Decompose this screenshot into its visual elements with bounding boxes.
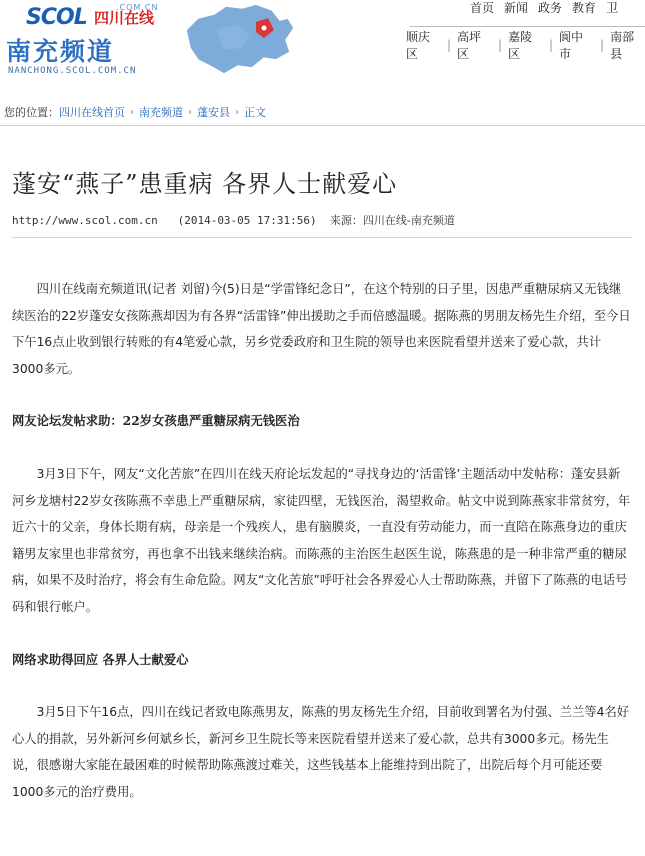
district-separator: |	[600, 38, 605, 52]
site-header	[0, 0, 645, 88]
district-link-nanbu[interactable]: 南部县	[610, 30, 635, 61]
district-link-gaoping[interactable]: 高坪区	[457, 30, 482, 61]
logo-domain-text: .COM.CN	[116, 3, 159, 12]
meta-divider	[12, 237, 632, 238]
top-nav	[470, 0, 628, 20]
breadcrumb-item-current[interactable]: 正文	[244, 106, 266, 119]
breadcrumb	[4, 104, 266, 120]
district-separator: |	[446, 38, 452, 52]
article-meta	[12, 212, 455, 228]
article-paragraph: 3月5日下午16点，四川在线记者致电陈燕男友，陈燕的男友杨先生介绍，目前收到署名为付强、兰兰等4名好心人的捐款，另外新河乡何斌乡长，新河乡卫生院长等来医院看望并送来了爱心款，总共有3000多元。杨先生说，很感谢大家能在最困难的时候帮助陈燕渡过难关，这些钱基本上能维持到出院了，出院后每个月可能还要1000多元的治疗费用。	[12, 705, 630, 799]
breadcrumb-label: 您的位置：	[4, 106, 59, 119]
district-link-langzhong[interactable]: 阆中市	[559, 30, 584, 61]
district-separator: |	[497, 38, 503, 52]
article-paragraph: 四川在线南充频道讯(记者 刘留)今(5)日是“学雷锋纪念日”，在这个特别的日子里，因患严重糖尿病又无钱继续医治的22岁蓬安女孩陈燕却因为有各界“活雷锋”伸出援助之手而倍感温暖。据陈燕的男朋友杨先生介绍，至今日下午16点止收到银行转账的有4笔爱心款，另乡党委政府和卫生院的领导也来医院看望并送来了爱心款，共计3000多元。	[12, 282, 631, 376]
breadcrumb-chevron-icon: ›	[235, 106, 239, 118]
top-nav-gov[interactable]: 政务	[538, 1, 563, 15]
district-link-shunqing[interactable]: 顺庆区	[406, 30, 431, 61]
sichuan-map-icon	[176, 0, 312, 86]
top-nav-news[interactable]: 新闻	[504, 1, 529, 15]
district-link-jialing[interactable]: 嘉陵区	[508, 30, 533, 61]
article-meta-url[interactable]: http://www.scol.com.cn	[12, 214, 158, 227]
district-separator: |	[549, 38, 554, 52]
breadcrumb-item-channel[interactable]: 南充频道	[139, 106, 183, 119]
breadcrumb-item-home[interactable]: 四川在线首页	[59, 106, 125, 119]
site-logo[interactable]	[4, 2, 186, 82]
article-title: 蓬安“燕子”患重病 各界人士献爱心	[12, 170, 398, 198]
article-meta-time: (2014-03-05 17:31:56)	[177, 214, 317, 227]
article-body	[12, 276, 632, 806]
top-nav-home[interactable]: 首页	[470, 1, 495, 15]
breadcrumb-chevron-icon: ›	[130, 106, 134, 118]
breadcrumb-chevron-icon: ›	[188, 106, 192, 118]
logo-scol-text: SCOL	[26, 5, 87, 30]
breadcrumb-divider	[0, 125, 645, 126]
logo-url-text: NANCHONG.SCOL.COM.CN	[8, 66, 137, 76]
article-meta-source: 来源：四川在线-南充频道	[329, 214, 455, 227]
article-subheading: 网友论坛发帖求助：22岁女孩患严重糖尿病无钱医治	[12, 413, 300, 429]
nanchong-marker	[262, 26, 267, 31]
breadcrumb-item-county[interactable]: 蓬安县	[197, 106, 230, 119]
article-subheading: 网络求助得回应 各界人士献爱心	[12, 651, 189, 667]
logo-sc-online-text: 四川在线	[94, 9, 155, 27]
top-nav-health[interactable]: 卫	[606, 1, 619, 15]
top-nav-edu[interactable]: 教育	[572, 1, 597, 15]
article-paragraph: 3月3日下午，网友“文化苦旅”在四川在线天府论坛发起的“寻找身边的‘活雷锋’主题活动中发帖称：蓬安县新河乡龙塘村22岁女孩陈燕不幸患上严重糖尿病，家徒四壁，无钱医治，渴望救命。帖文中说到陈燕家非常贫穷，年近六十的父亲，身体长期有病，母亲是一个残疾人，患有脑膜炎，一直没有劳动能力，而一直陪在陈燕身边的重庆籍男友家里也非常贫穷，再也拿不出钱来继续治病。而陈燕的主治医生赵医生说，陈燕患的是一种非常严重的糖尿病，如果不及时治疗，将会有生命危险。网友“文化苦旅”呼吁社会各界爱心人士帮助陈燕，并留下了陈燕的电话号码和银行帐户。	[12, 466, 631, 614]
logo-channel-title: 南充频道	[6, 37, 115, 66]
district-nav	[406, 30, 645, 61]
nav-divider	[410, 26, 645, 27]
